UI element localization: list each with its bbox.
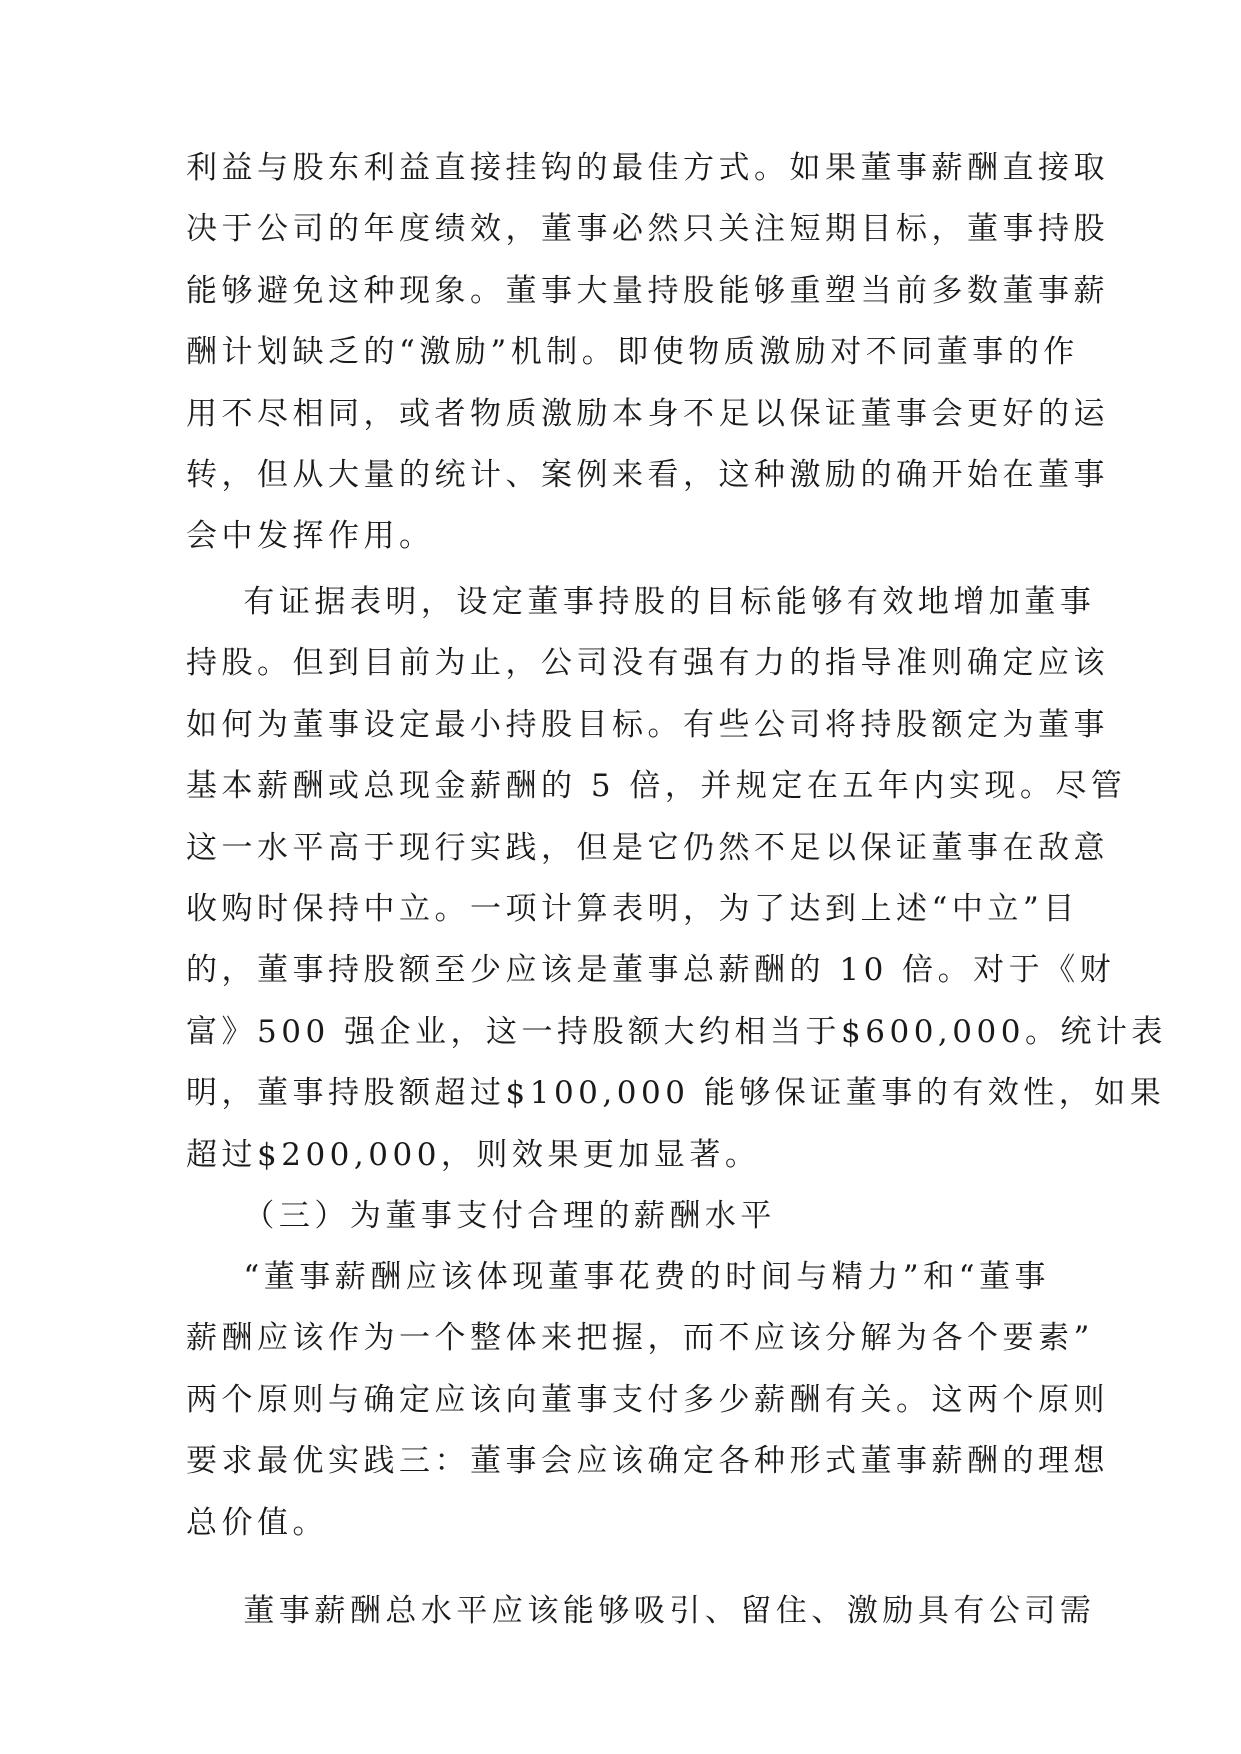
paragraph-2: 有证据表明，设定董事持股的目标能够有效地增加董事 持股。但到目前为止，公司没有强有力的指导准则确定应该 如何为董事设定最小持股目标。有些公司将持股额定为董事 基本薪酬或总现金薪酬的 5 倍，并规定在五年内实现。尽管 这一水平高于现行实践，但是它仍然不足以保证董事在敌意 收购时保持中立。一项计算表明，为了达到上述“中立”目 的，董事持股额至少应该是董事总薪酬的 10 倍。对于《财 富》500 强企业，这一持股额大约相当于$600,000。统计表 明，董事持股额超过$100,000 能够保证董事的有效性，如果 超过$200,000，则效果更加显著。: [186, 584, 1167, 1173]
paragraph-1-continuation: 利益与股东利益直接挂钩的最佳方式。如果董事薪酬直接取 决于公司的年度绩效，董事必然只关注短期目标，董事持股 能够避免这种现象。董事大量持股能够重塑当前多数董事薪 酬计划缺乏的“激励”机制。即使物质激励对不同董事的作 用不尽相同，或者物质激励本身不足以保证董事会更好的运 转，但从大量的统计、案例来看，这种激励的确开始在董事 会中发挥作用。: [186, 150, 1109, 555]
paragraph-3: “董事薪酬应该体现董事花费的时间与精力”和“董事 薪酬应该作为一个整体来把握，而不应该分解为各个要素” 两个原则与确定应该向董事支付多少薪酬有关。这两个原则 要求最优实践三：董事会应该确定各种形式董事薪酬的理想 总价值。: [186, 1259, 1109, 1541]
section-heading: （三）为董事支付合理的薪酬水平: [186, 1198, 776, 1234]
paragraph-4: 董事薪酬总水平应该能够吸引、留住、激励具有公司需: [186, 1593, 1096, 1629]
